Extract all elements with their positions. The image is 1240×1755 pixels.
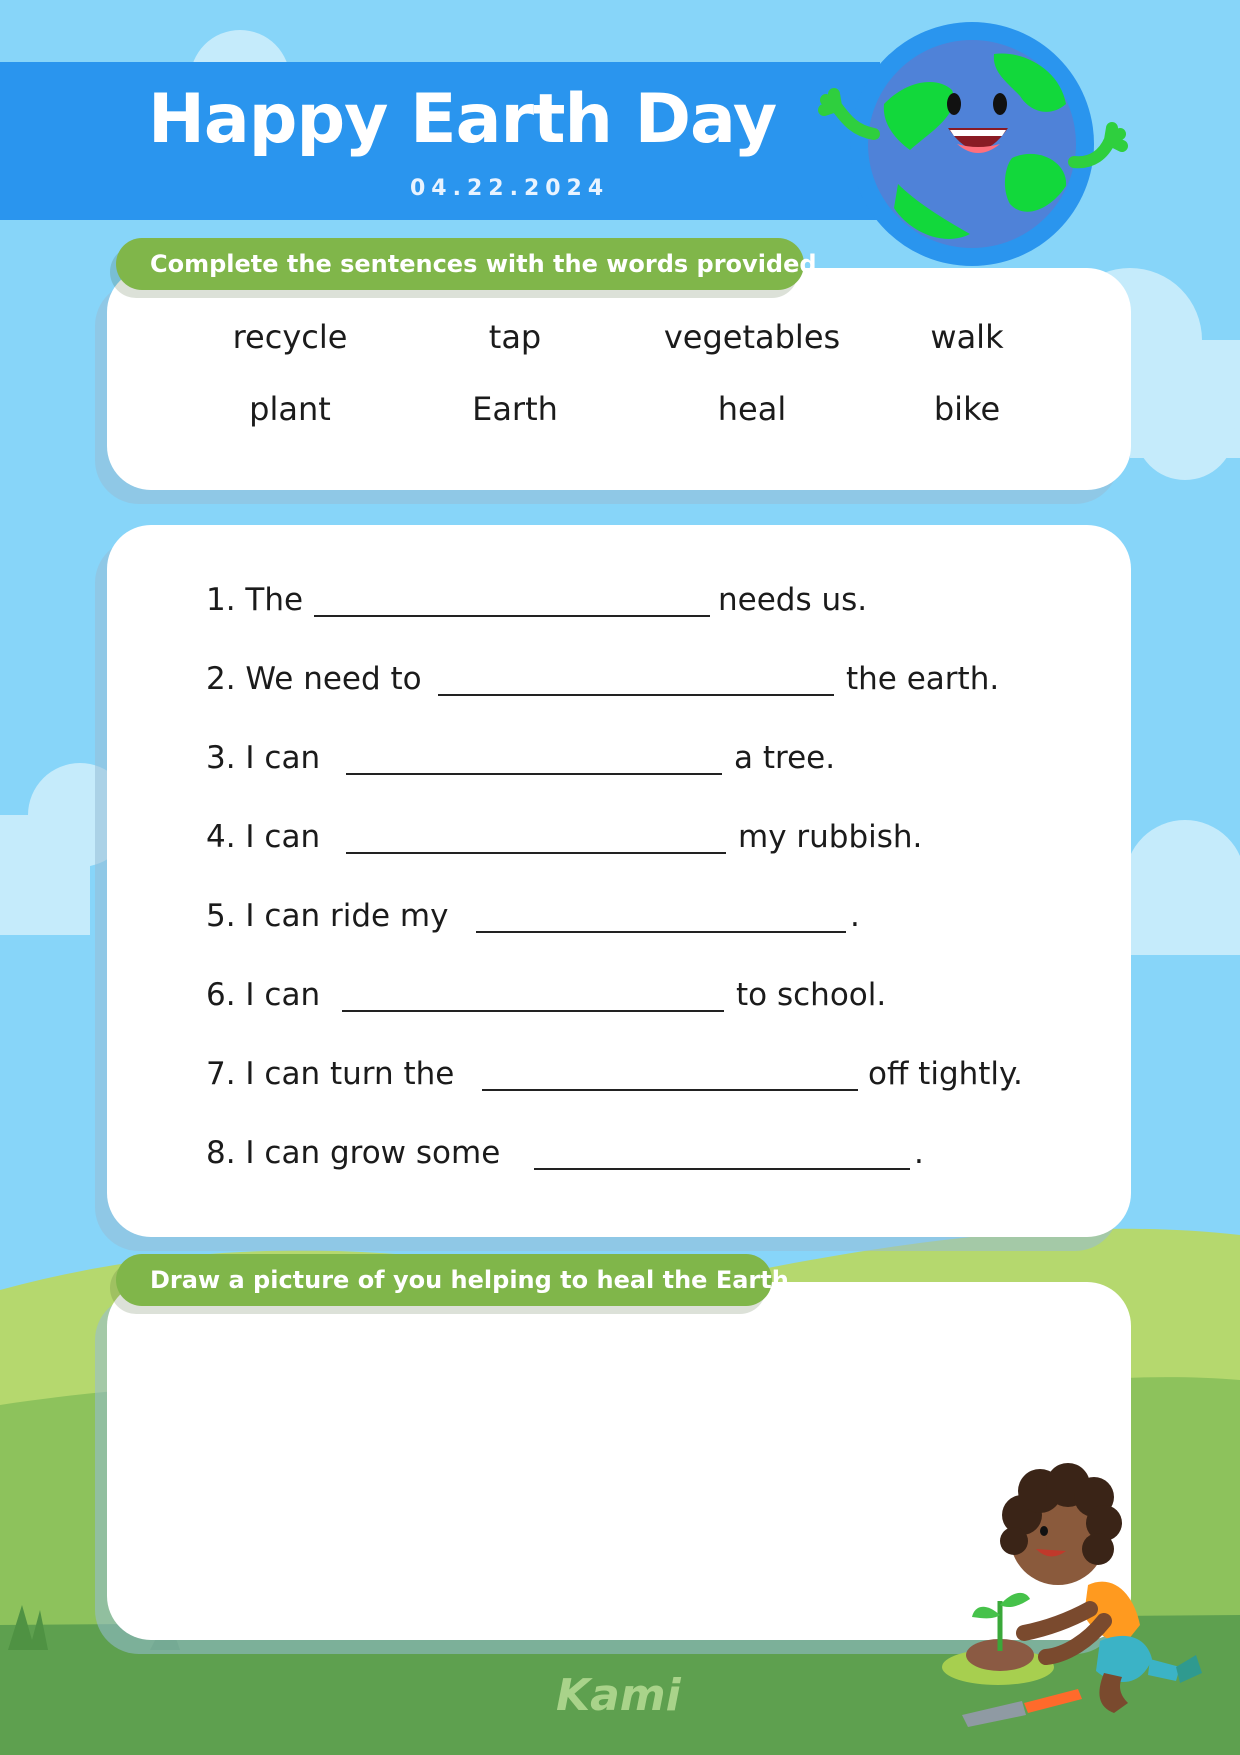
sentence-text: 3. I can: [206, 740, 321, 776]
drawing-instruction: Draw a picture of you helping to heal the Earth: [116, 1254, 772, 1306]
header-date: 04.22.2024: [410, 176, 610, 201]
word-bank-item: vegetables: [663, 318, 841, 356]
kami-logo: Kami: [556, 1670, 681, 1721]
earth-mascot-icon: [812, 22, 1130, 284]
sentence-text: the earth.: [846, 661, 1000, 697]
sentence-text: 2. We need to: [206, 661, 422, 697]
page-title: Happy Earth Day: [148, 80, 777, 159]
sentence-text: .: [850, 898, 860, 934]
sentence-text: off tightly.: [868, 1056, 1023, 1092]
sentence-text: .: [914, 1135, 924, 1171]
word-bank-item: tap: [488, 318, 542, 356]
sentence-text: needs us.: [718, 582, 868, 618]
sentence-text: 1. The: [206, 582, 304, 618]
word-bank-item: heal: [717, 390, 787, 428]
sentence-text: to school.: [736, 977, 887, 1013]
answer-blank[interactable]: [346, 852, 726, 854]
answer-blank[interactable]: [438, 694, 834, 696]
answer-blank[interactable]: [342, 1010, 724, 1012]
answer-blank[interactable]: [346, 773, 722, 775]
sentence-text: 7. I can turn the: [206, 1056, 455, 1092]
word-bank-item: bike: [933, 390, 1001, 428]
sentences-card: [107, 525, 1131, 1237]
word-bank-item: recycle: [232, 318, 348, 356]
answer-blank[interactable]: [534, 1168, 910, 1170]
word-bank-item: plant: [249, 390, 331, 428]
answer-blank[interactable]: [482, 1089, 858, 1091]
sentence-text: my rubbish.: [738, 819, 923, 855]
word-bank-item: walk: [930, 318, 1004, 356]
sentence-text: 6. I can: [206, 977, 321, 1013]
sentence-text: 8. I can grow some: [206, 1135, 501, 1171]
word-bank-card: [107, 268, 1131, 490]
sentence-text: a tree.: [734, 740, 836, 776]
sentence-text: 5. I can ride my: [206, 898, 449, 934]
word-bank-item: Earth: [472, 390, 558, 428]
answer-blank[interactable]: [476, 931, 846, 933]
sentence-text: 4. I can: [206, 819, 321, 855]
child-planting-icon: [928, 1445, 1210, 1745]
word-bank-instruction: Complete the sentences with the words provided: [116, 238, 804, 290]
answer-blank[interactable]: [314, 615, 710, 617]
